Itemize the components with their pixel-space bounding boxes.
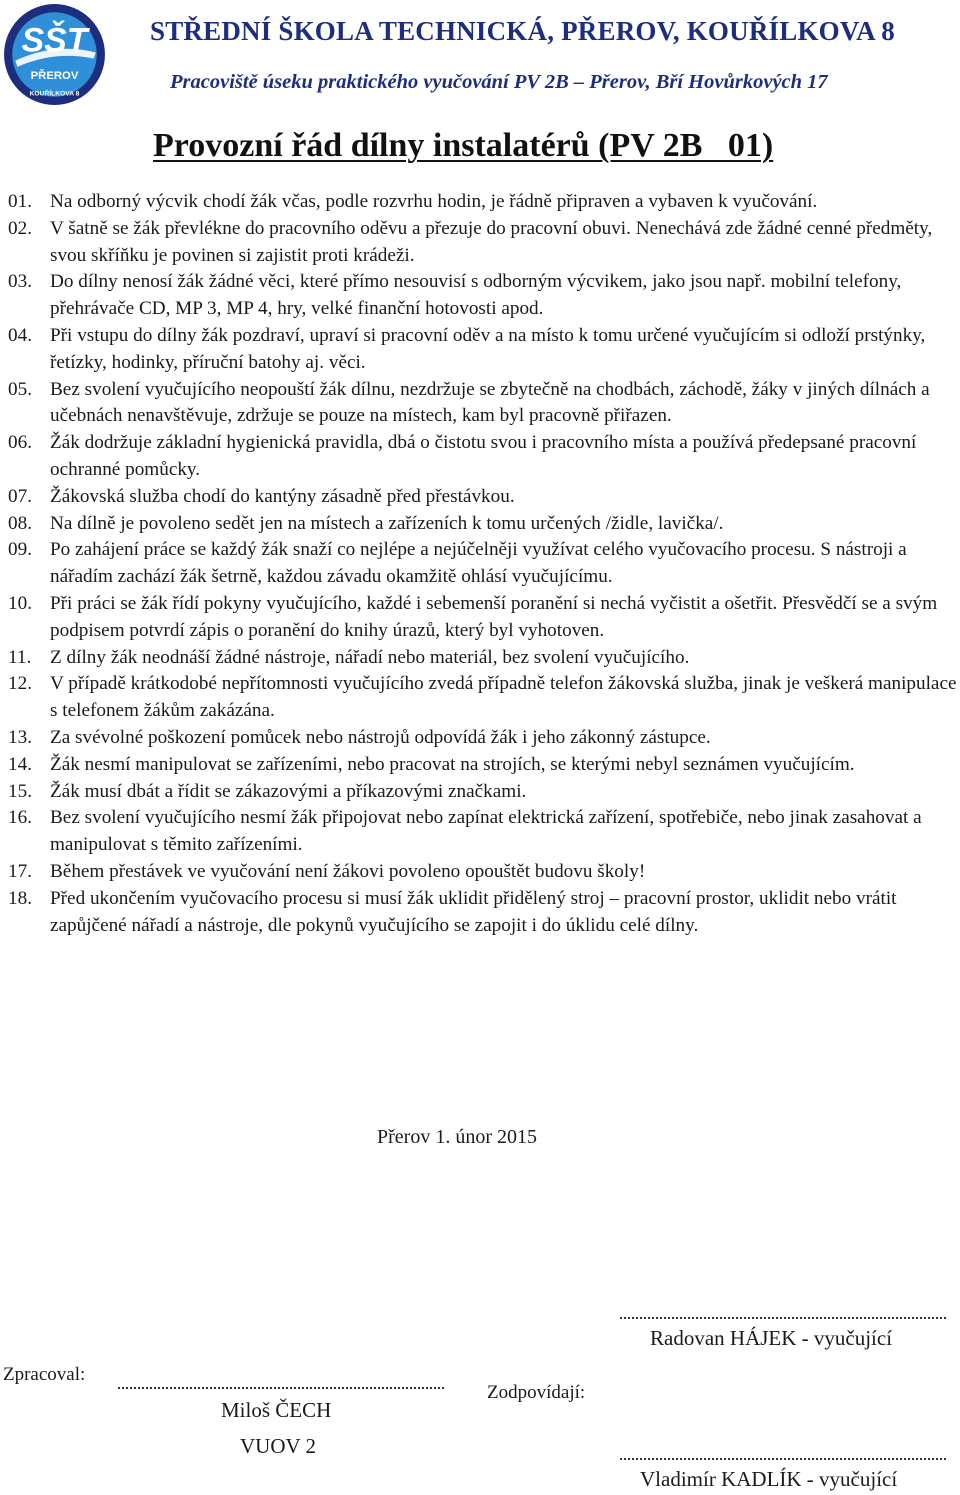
rule-text: Žákovská služba chodí do kantýny zásadně před přestávkou.	[50, 485, 515, 507]
school-logo-icon	[3, 3, 106, 106]
rule-number: 10.	[8, 592, 32, 614]
rule-number: 14.	[8, 753, 32, 775]
signatory-cech: Miloš ČECH	[221, 1398, 332, 1422]
prepared-by-label: Zpracoval:	[3, 1364, 86, 1385]
logo-street: KOUŘÍLKOVA 8	[29, 90, 80, 98]
school-name: STŘEDNÍ ŠKOLA TECHNICKÁ, PŘEROV, KOUŘÍLKOVA 8	[150, 16, 895, 46]
rule-number: 09.	[8, 539, 32, 561]
rule-text: Během přestávek ve vyučování není žákovi povoleno opouštět budovu školy!	[50, 860, 646, 882]
rule-number: 07.	[8, 485, 32, 507]
rule-number: 16.	[8, 807, 32, 829]
signatory-kadlik: Vladimír KADLÍK - vyučující	[640, 1467, 898, 1491]
workplace-address: Pracoviště úseku praktického vyučování PV 2B – Přerov, Bří Hovůrkových 17	[170, 71, 828, 93]
rule-text: Za svévolné poškození pomůcek nebo nástrojů odpovídá žák i jeho zákonný zástupce.	[50, 726, 711, 748]
rule-text: Před ukončením vyučovacího procesu si musí žák uklidit přidělený stroj – pracovní prostor, uklidit nebo vrátit zapůjčené nářadí a nástroje, dle pokynů vyučujícího se zapojit i do úklidu celé dílny.	[50, 887, 897, 936]
rule-text: V případě krátkodobé nepřítomnosti vyučujícího zvedá případně telefon žákovská služba, jinak je veškerá manipulace s telefonem žákům zakázána.	[50, 673, 957, 722]
rule-text: Z dílny žák neodnáší žádné nástroje, nářadí nebo materiál, bez svolení vyučujícího.	[50, 646, 690, 668]
signature-line-hajek	[620, 1317, 946, 1319]
responsible-label: Zodpovídají:	[487, 1382, 586, 1403]
rule-number: 11.	[8, 646, 32, 668]
rule-text: Bez svolení vyučujícího nesmí žák připojovat nebo zapínat elektrická zařízení, spotřebiče, nebo jinak zasahovat a manipulovat s těmito zařízeními.	[50, 807, 922, 856]
rule-number: 02.	[8, 217, 32, 239]
rule-item	[8, 591, 958, 645]
rule-item	[8, 886, 958, 940]
rule-number: 04.	[8, 324, 32, 346]
rule-item	[8, 645, 958, 672]
rule-number: 18.	[8, 887, 32, 909]
rule-number: 08.	[8, 512, 32, 534]
logo-letters: SŠT	[21, 21, 88, 60]
rule-text: Po zahájení práce se každý žák snaží co nejlépe a nejúčelněji využívat celého vyučovacího procesu. S nástroji a nářadím zachází žák šetrně, každou závadu okamžitě ohlásí vyučujícímu.	[50, 539, 907, 588]
rule-item	[8, 725, 958, 752]
place-date: Přerov 1. únor 2015	[377, 1126, 537, 1148]
rule-item	[8, 752, 958, 779]
document-title: Provozní řád dílny instalatérů (PV 2B 01)	[153, 127, 774, 164]
signature-line-kadlik	[620, 1458, 946, 1460]
rule-number: 05.	[8, 378, 32, 400]
rule-number: 01.	[8, 191, 32, 212]
rule-number: 17.	[8, 860, 32, 882]
rule-number: 03.	[8, 271, 32, 293]
rule-text: Žák musí dbát a řídit se zákazovými a příkazovými značkami.	[50, 780, 527, 802]
rule-text: Do dílny nenosí žák žádné věci, které přímo nesouvisí s odborným výcvikem, jako jsou např. mobilní telefony, přehrávače CD, MP 3, MP 4, hry, velké finanční hotovosti apod.	[50, 271, 902, 320]
rule-item	[8, 484, 958, 511]
rule-text: Žák dodržuje základní hygienická pravidla, dbá o čistotu svou i pracovního místa a používá předepsané pracovní ochranné pomůcky.	[50, 432, 917, 480]
rule-item	[8, 537, 958, 591]
rule-item	[8, 805, 958, 859]
rule-item	[8, 859, 958, 886]
rule-text: V šatně se žák převlékne do pracovního oděvu a přezuje do pracovní obuvi. Nenechává zde žádné cenné předměty, svou skříňku je povinen si zajistit proti krádeži.	[50, 217, 933, 266]
rule-item	[8, 779, 958, 806]
signatory-hajek: Radovan HÁJEK - vyučující	[650, 1326, 893, 1350]
rule-number: 12.	[8, 673, 32, 695]
signatory-cech-role: VUOV 2	[240, 1434, 317, 1458]
rule-number: 13.	[8, 726, 32, 748]
rule-item	[8, 671, 958, 725]
rules-list	[8, 189, 958, 939]
rule-item	[8, 323, 958, 377]
rule-item	[8, 189, 958, 216]
rule-item	[8, 269, 958, 323]
rule-text: Při vstupu do dílny žák pozdraví, upraví si pracovní oděv a na místo k tomu určené vyučujícím si odloží prstýnky, řetízky, hodinky, příruční batohy aj. věci.	[50, 324, 926, 373]
signature-line-cech	[118, 1387, 444, 1389]
logo-city: PŘEROV	[30, 70, 79, 83]
rule-item	[8, 216, 958, 270]
rule-text: Na odborný výcvik chodí žák včas, podle rozvrhu hodin, je řádně připraven a vybaven k vyučování.	[50, 191, 818, 212]
rule-item	[8, 511, 958, 538]
rule-text: Při práci se žák řídí pokyny vyučujícího, každé i sebemenší poranění si nechá vyčistit a ošetřit. Přesvědčí se a svým podpisem potvrdí zápis o poranění do knihy úrazů, který byl vyhotoven.	[50, 592, 938, 641]
rule-number: 15.	[8, 780, 32, 802]
rule-text: Žák nesmí manipulovat se zařízeními, nebo pracovat na strojích, se kterými nebyl seznámen vyučujícím.	[50, 753, 855, 775]
rule-text: Na dílně je povoleno sedět jen na místech a zařízeních k tomu určených /židle, lavička/.	[50, 512, 724, 534]
rule-item	[8, 377, 958, 431]
rule-text: Bez svolení vyučujícího neopouští žák dílnu, nezdržuje se zbytečně na chodbách, záchodě, žáky v jiných dílnách a učebnách nenavštěvuje, zdržuje se pouze na místech, kam byl pracovně přiřazen.	[50, 378, 930, 427]
rule-number: 06.	[8, 432, 32, 454]
rule-item	[8, 430, 958, 484]
